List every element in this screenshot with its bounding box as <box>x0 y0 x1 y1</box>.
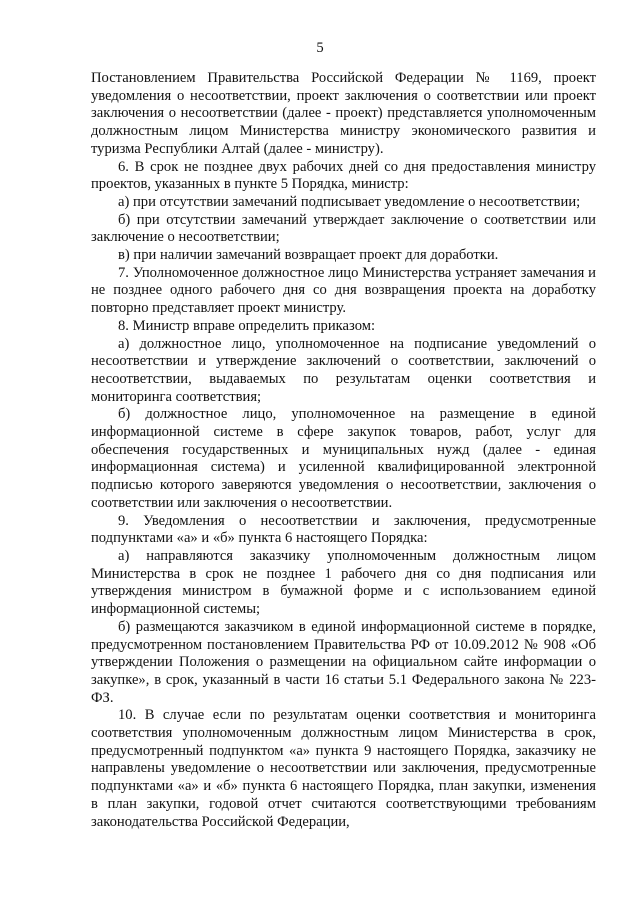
paragraph-item-9: 9. Уведомления о несоответствии и заключения, предусмотренные подпунктами «а» и «б» пункта 6 настоящего Порядка: <box>91 512 596 547</box>
paragraph-item-8b: б) должностное лицо, уполномоченное на размещение в единой информационной системе в сфере закупок товаров, работ, услуг для обеспечения государственных и муниципальных нужд (далее - единая информационная система) и усиленной квалифицированной электронной подписью которого заверяются уведомления о несоответствии, заключения о соответствии или заключения о несоответствии. <box>91 406 596 511</box>
paragraph-item-6a: а) при отсутствии замечаний подписывает уведомление о несоответствии; <box>118 193 581 210</box>
paragraph-item-8: 8. Министр вправе определить приказом: <box>118 317 376 334</box>
paragraph-item-8a: а) должностное лицо, уполномоченное на подписание уведомлений о несоответствии и утверждение заключений о соответствии, заключений о несоответствии, выдаваемых по результатам оценки соответствия и мониторинга соответствия; <box>91 335 596 405</box>
page-number: 5 <box>316 40 324 56</box>
paragraph-item-10: 10. В случае если по результатам оценки соответствия и мониторинга соответствия уполномоченным должностным лицом Министерства в срок, предусмотренный подпунктом «а» пункта 9 настоящего Порядка, заказчику не направлены уведомление о несоответствии или заключения, предусмотренные подпунктами «а» и «б» пункта 6 настоящего Порядка, план закупки, изменения в план закупки, годовой отчет считаются соответствующими требованиям законодательства Российской Федерации, <box>91 707 596 830</box>
paragraph-item-6v: в) при наличии замечаний возвращает проект для доработки. <box>118 247 499 264</box>
paragraph-item-7: 7. Уполномоченное должностное лицо Министерства устраняет замечания и не позднее одного рабочего дня со дня возвращения проекта на доработку повторно представляет проект министру. <box>91 264 596 317</box>
paragraph-item-6: 6. В срок не позднее двух рабочих дней со дня предоставления министру проектов, указанных в пункте 5 Порядка, министр: <box>91 158 596 193</box>
paragraph-item-6b: б) при отсутствии замечаний утверждает заключение о соответствии или заключение о несоответствии; <box>91 211 596 246</box>
paragraph-item-9b: б) размещаются заказчиком в единой информационной системе в порядке, предусмотренном постановлением Правительства РФ от 10.09.2012 № 908 «Об утверждении Положения о размещении на официальном сайте информации о закупке», в срок, указанный в части 16 статьи 5.1 Федерального закона № 223-ФЗ. <box>91 618 596 706</box>
document-body <box>91 70 596 831</box>
paragraph-continuation: Постановлением Правительства Российской Федерации № 1169, проект уведомления о несоответствии, проект заключения о соответствии или проект заключения о несоответствии (далее - проект) представляется уполномоченным должностным лицом Министерства министру экономического развития и туризма Республики Алтай (далее - министру). <box>91 70 596 157</box>
paragraph-item-9a: а) направляются заказчику уполномоченным должностным лицом Министерства в срок не позднее 1 рабочего дня со дня подписания или утверждения министром в бумажной форме и с использованием единой информационной системы; <box>91 547 596 618</box>
